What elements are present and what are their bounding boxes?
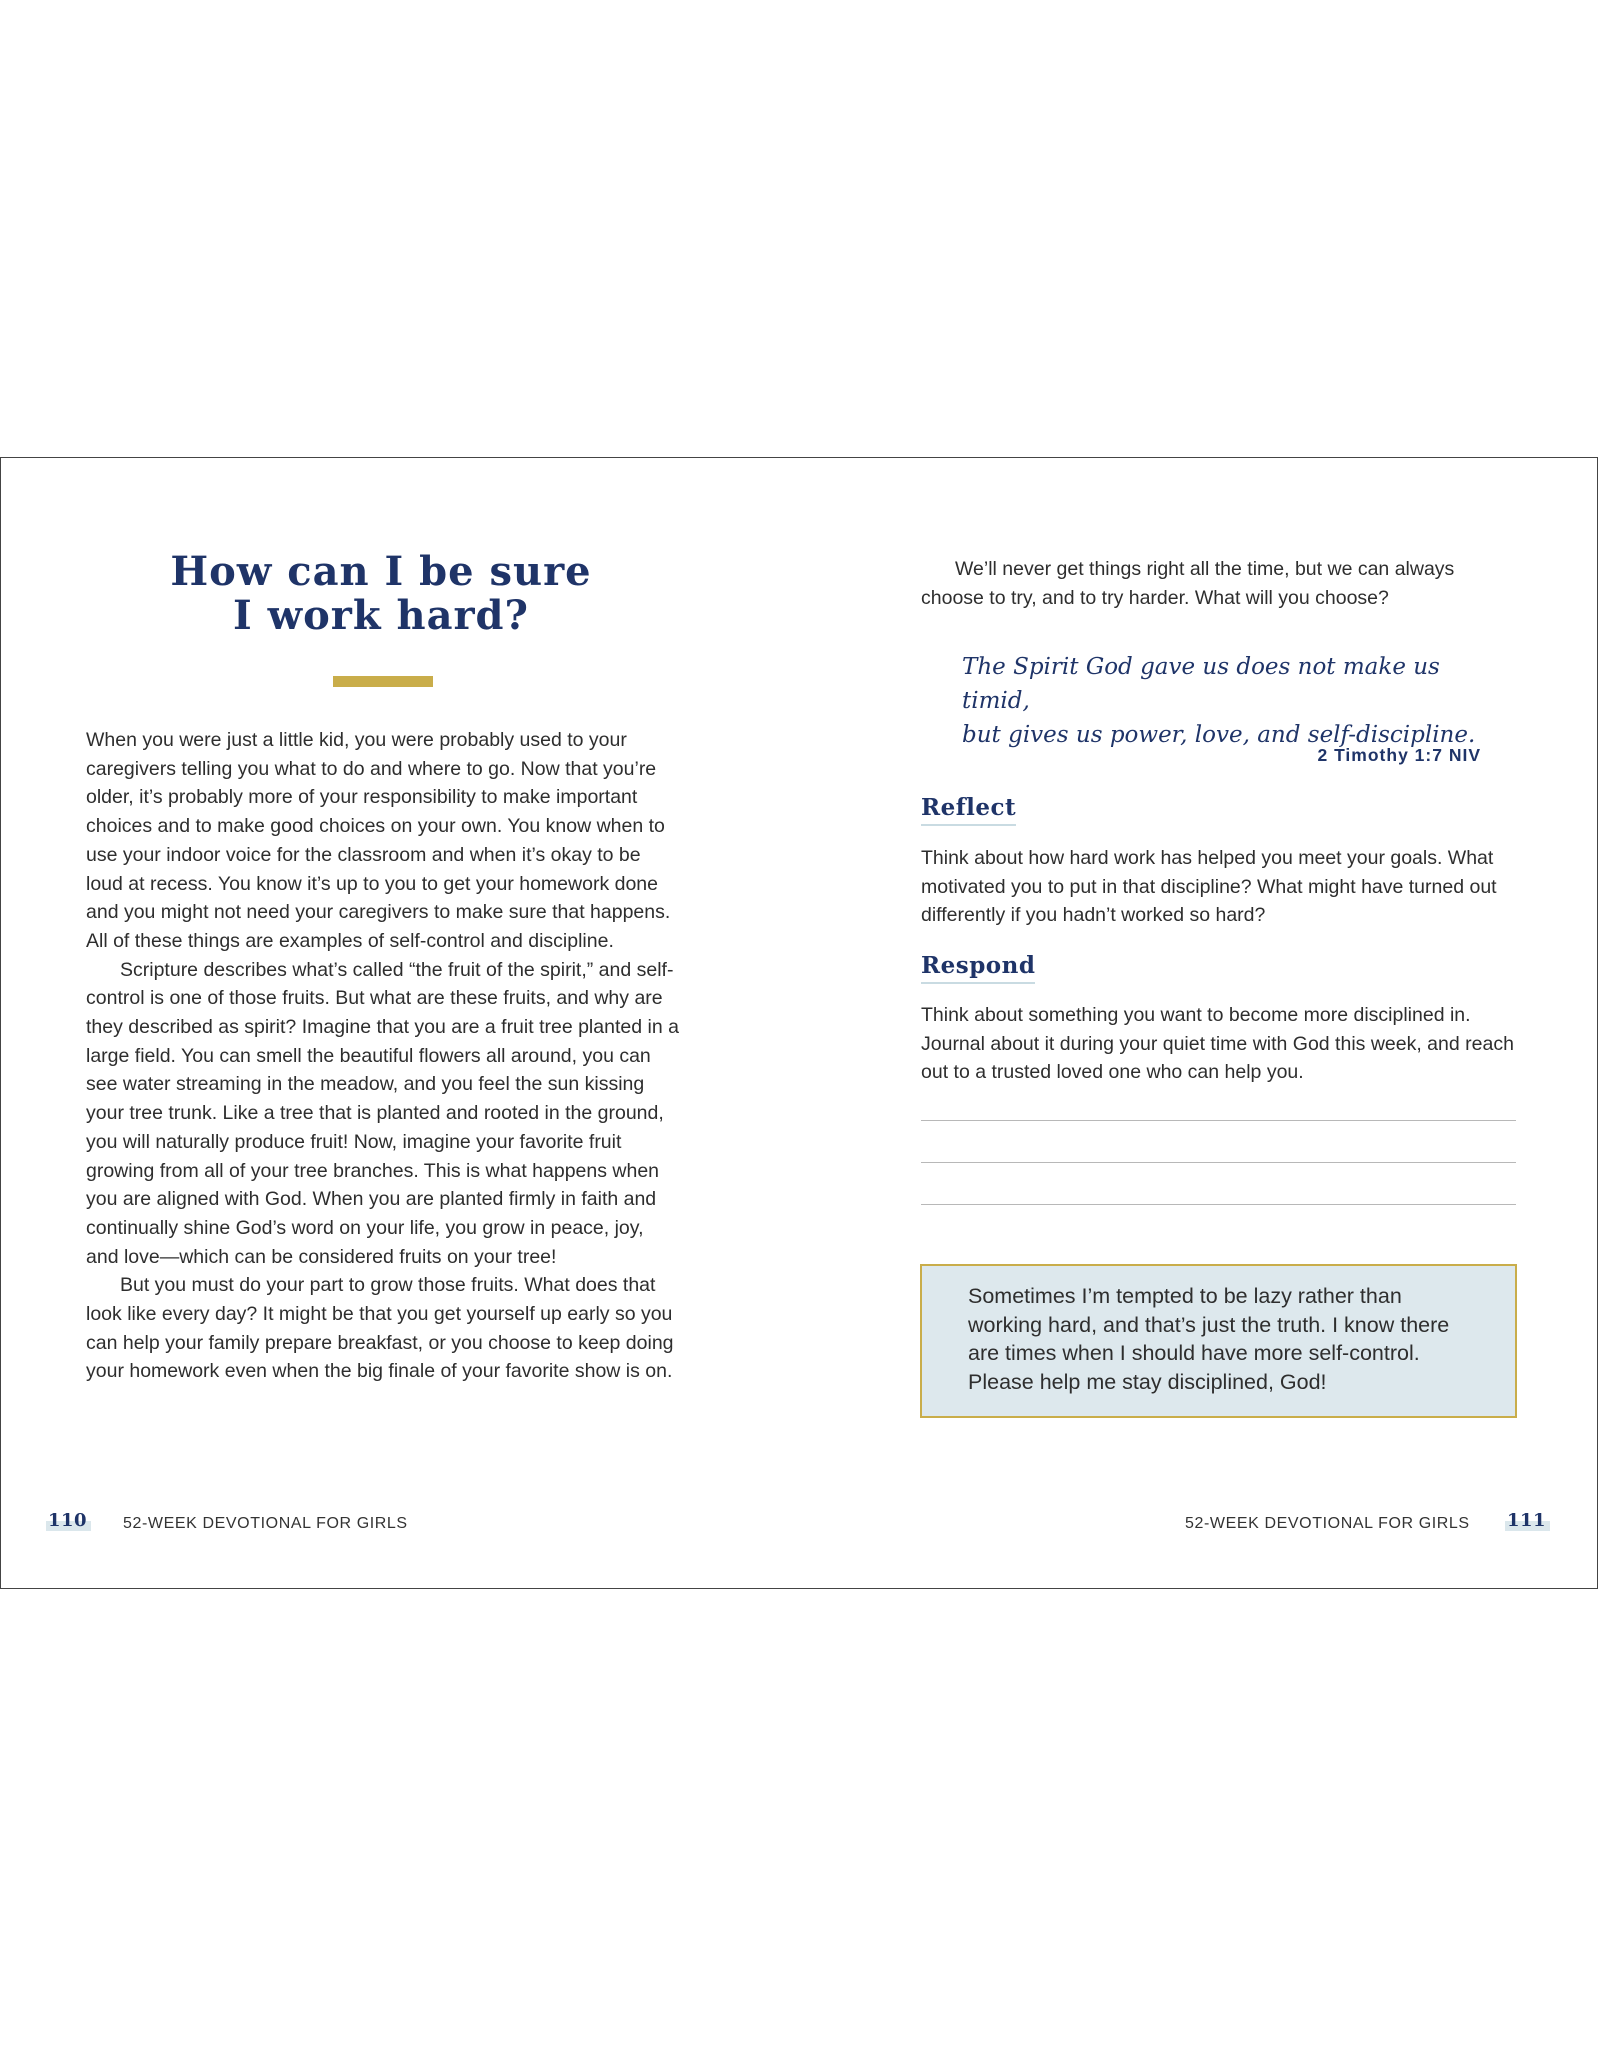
title-line-1: How can I be sure [170,548,592,595]
body-text [86,726,681,1386]
right-page [801,458,1599,1588]
intro-text [921,555,1501,612]
running-foot-left: 52-WEEK DEVOTIONAL FOR GIRLS [123,1515,408,1532]
verse-line-1: The Spirit God gave us does not make us timid, [962,654,1440,714]
title-line-2: I work hard? [233,592,529,639]
title-divider [333,676,433,687]
left-page [1,458,801,1588]
body-paragraph-1: When you were just a little kid, you were probably used to your caregivers telling you what to do and where to go. Now that you’re older, it’s probably more of your responsibility to make important choices and to make good choices on your own. You know when to use your indoor voice for the classroom and when it’s okay to be loud at recess. You know it’s up to you to get your homework done and you might not need your caregivers to make sure that happens. All of these things are examples of self-control and discipline. [86,729,671,952]
respond-text: Think about something you want to become more disciplined in. Journal about it during your quiet time with God this week, and reach out to a trusted loved one who can help you. [921,1004,1514,1084]
running-foot-right: 52-WEEK DEVOTIONAL FOR GIRLS [1185,1515,1470,1532]
page-title [86,550,676,638]
scripture-verse [962,650,1492,752]
journal-line [921,1162,1516,1163]
journal-line [921,1120,1516,1121]
respond-heading: Respond [921,952,1035,984]
prayer-box: Sometimes I’m tempted to be lazy rather than working hard, and that’s just the truth. I know there are times when I should have more self-control. Please help me stay disciplined, God! [920,1264,1517,1418]
reflect-text: Think about how hard work has helped you meet your goals. What motivated you to put in that discipline? What might have turned out differently if you hadn’t worked so hard? [921,847,1497,927]
body-paragraph-3: But you must do your part to grow those fruits. What does that look like every day? It might be that you get yourself up early so you can help your family prepare breakfast, or you choose to keep doing your homework even when the big finale of your favorite show is on. [86,1274,674,1383]
verse-line-2: but gives us power, love, and self-discipline. [962,722,1476,748]
reflect-heading: Reflect [921,794,1016,826]
verse-reference: 2 Timothy 1:7 NIV [1317,745,1481,765]
page-number-right: 111 [1505,1510,1550,1531]
book-spread [0,457,1598,1589]
page-number-left: 110 [46,1510,91,1531]
intro-paragraph: We’ll never get things right all the time, but we can always choose to try, and to try harder. What will you choose? [921,558,1455,609]
body-paragraph-2: Scripture describes what’s called “the fruit of the spirit,” and self-control is one of those fruits. But what are these fruits, and why are they described as spirit? Imagine that you are a fruit tree planted in a large field. You can smell the beautiful flowers all around, you can see water streaming in the meadow, and you feel the sun kissing your tree trunk. Like a tree that is planted and rooted in the ground, you will naturally produce fruit! Now, imagine your favorite fruit growing from all of your tree branches. This is what happens when you are aligned with God. When you are planted firmly in faith and continually shine God’s word on your life, you grow in peace, joy, and love—which can be considered fruits on your tree! [86,958,679,1268]
journal-line [921,1204,1516,1205]
